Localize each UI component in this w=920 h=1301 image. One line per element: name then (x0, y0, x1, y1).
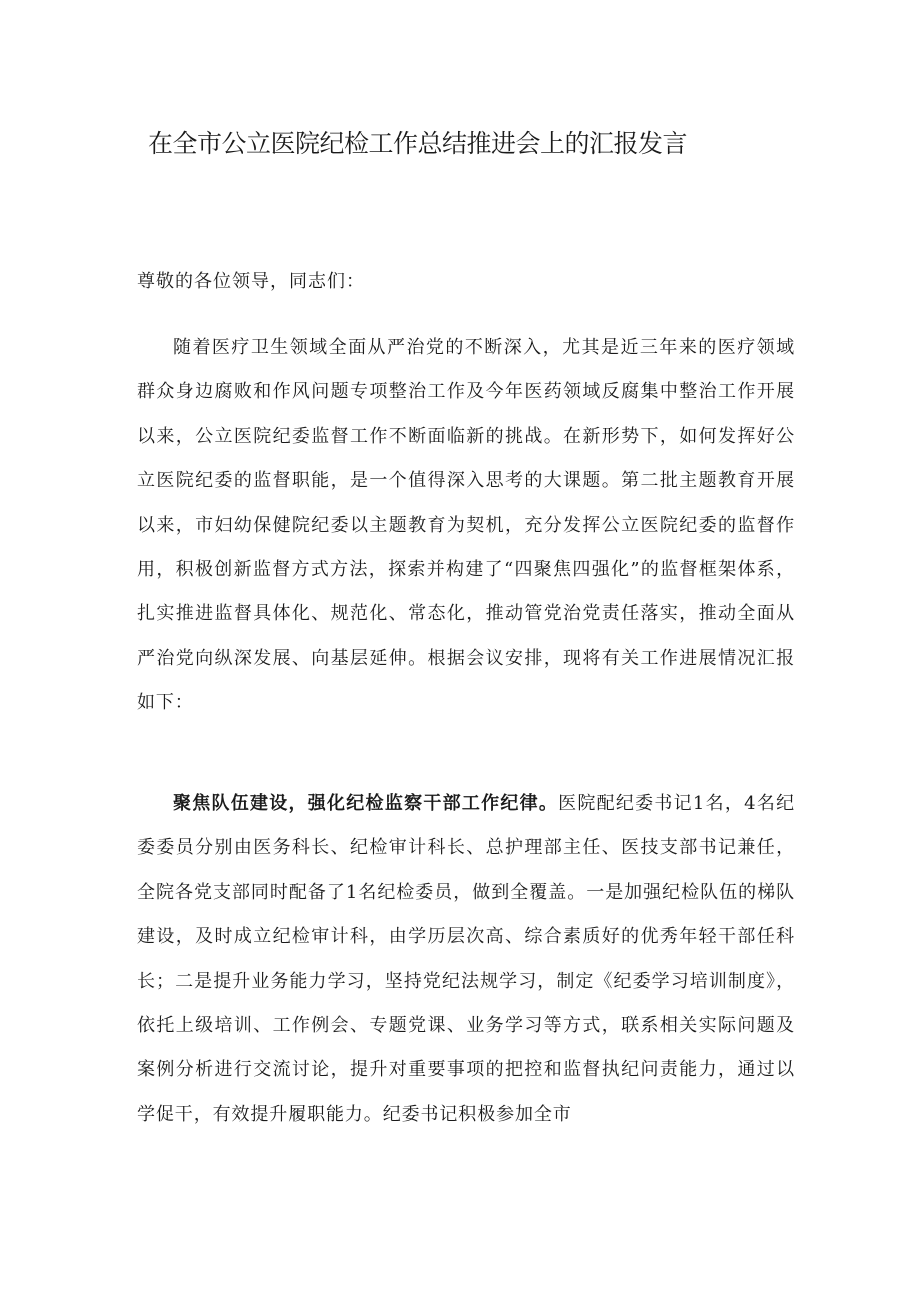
paragraph-lead-heading: 聚焦队伍建设，强化纪检监察干部工作纪律。 (173, 793, 559, 814)
paragraph-team-building (137, 782, 795, 1137)
salutation: 尊敬的各位领导，同志们： (137, 271, 365, 292)
paragraph-body-text: 医院配纪委书记1名，4名纪委委员分别由医务科长、纪检审计科长、总护理部主任、医技支部书记兼任，全院各党支部同时配备了1名纪检委员，做到全覆盖。一是加强纪检队伍的梯队建设，及时成立纪检审计科，由学历层次高、综合素质好的优秀年轻干部任科长；二是提升业务能力学习，坚持党纪法规学习，制定《纪委学习培训制度》，依托上级培训、工作例会、专题党课、业务学习等方式，联系相关实际问题及案例分析进行交流讨论，提升对重要事项的把控和监督执纪问责能力，通过以学促干，有效提升履职能力。纪委书记积极参加全市 (137, 793, 795, 1125)
document-title: 在全市公立医院纪检工作总结推进会上的汇报发言 (148, 129, 688, 158)
paragraph-intro: 随着医疗卫生领域全面从严治党的不断深入，尤其是近三年来的医疗领域群众身边腐败和作风问题专项整治工作及今年医药领域反腐集中整治工作开展以来，公立医院纪委监督工作不断面临新的挑战。在新形势下，如何发挥好公立医院纪委的监督职能，是一个值得深入思考的大课题。第二批主题教育开展以来，市妇幼保健院纪委以主题教育为契机，充分发挥公立医院纪委的监督作用，积极创新监督方式方法，探索并构建了“四聚焦四强化”的监督框架体系，扎实推进监督具体化、规范化、常态化，推动管党治党责任落实，推动全面从严治党向纵深发展、向基层延伸。根据会议安排，现将有关工作进展情况汇报如下： (137, 337, 795, 714)
